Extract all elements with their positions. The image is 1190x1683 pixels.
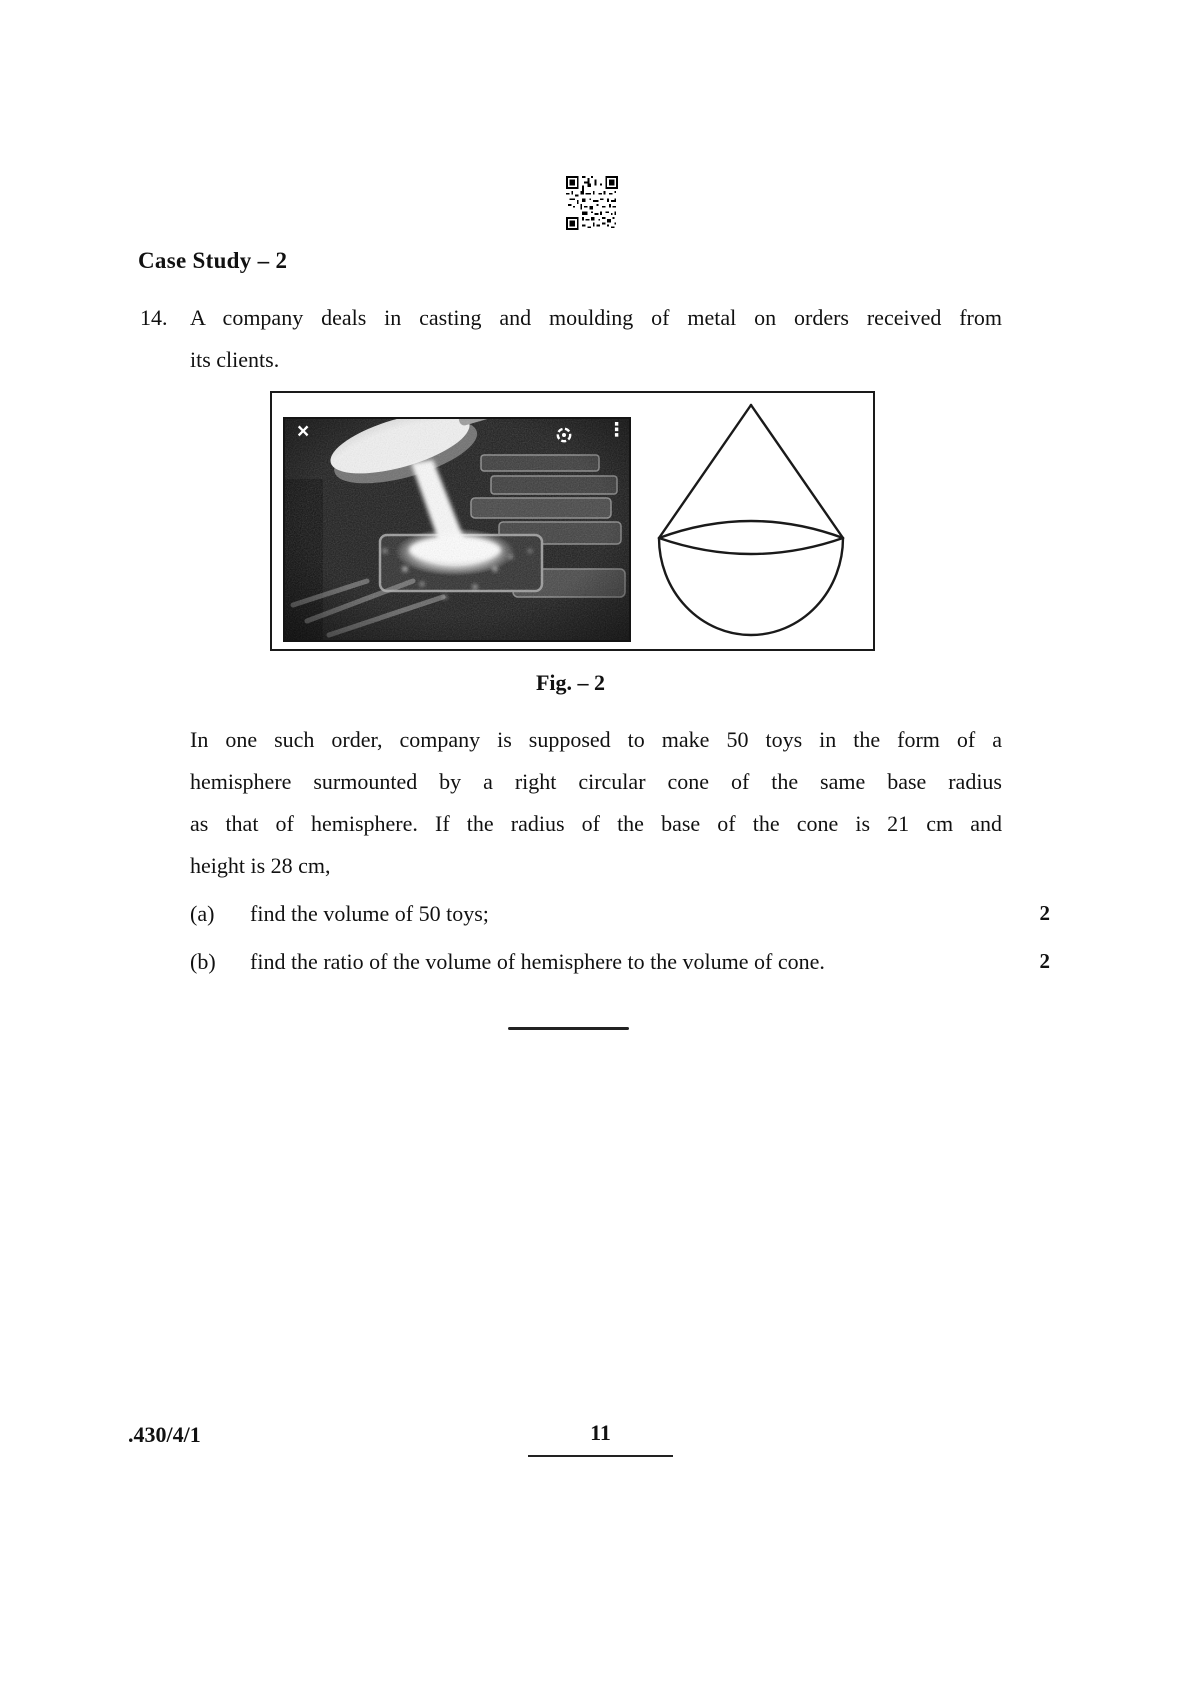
subquestion-a-label: (a)	[190, 901, 215, 926]
question-line: A company deals in casting and moulding of metal on orders received from	[190, 305, 1002, 330]
subquestion-a-marks: 2	[1039, 901, 1050, 925]
photo-menu-icon: ⋮	[607, 419, 626, 441]
subquestion-b-label: (b)	[190, 949, 216, 974]
section-heading: Case Study – 2	[138, 248, 288, 273]
cone-hemisphere-diagram	[624, 395, 869, 645]
photo-cast-icon	[555, 426, 573, 444]
photo-close-icon: ×	[297, 420, 310, 443]
subquestion-b-marks: 2	[1039, 949, 1050, 973]
question-line: its clients.	[190, 347, 280, 372]
figure-box	[270, 391, 875, 651]
paragraph-line: height is 28 cm,	[190, 853, 331, 878]
figure-caption: Fig. – 2	[535, 670, 606, 695]
paragraph-line: hemisphere surmounted by a right circular cone of the same base radius	[190, 769, 1002, 794]
question-number: 14.	[140, 305, 168, 330]
paper-code: .430/4/1	[128, 1422, 201, 1447]
subquestion-a-text: find the volume of 50 toys;	[250, 901, 489, 926]
page-number: 11	[590, 1420, 611, 1445]
casting-photo	[283, 417, 631, 642]
qr-code	[566, 176, 618, 230]
subquestion-b-text: find the ratio of the volume of hemisphere to the volume of cone.	[250, 949, 825, 974]
paragraph-line: as that of hemisphere. If the radius of the base of the cone is 21 cm and	[190, 811, 1002, 836]
section-separator-line	[508, 1027, 629, 1030]
paragraph-line: In one such order, company is supposed to make 50 toys in the form of a	[190, 727, 1002, 752]
page-number-underline	[528, 1455, 673, 1457]
